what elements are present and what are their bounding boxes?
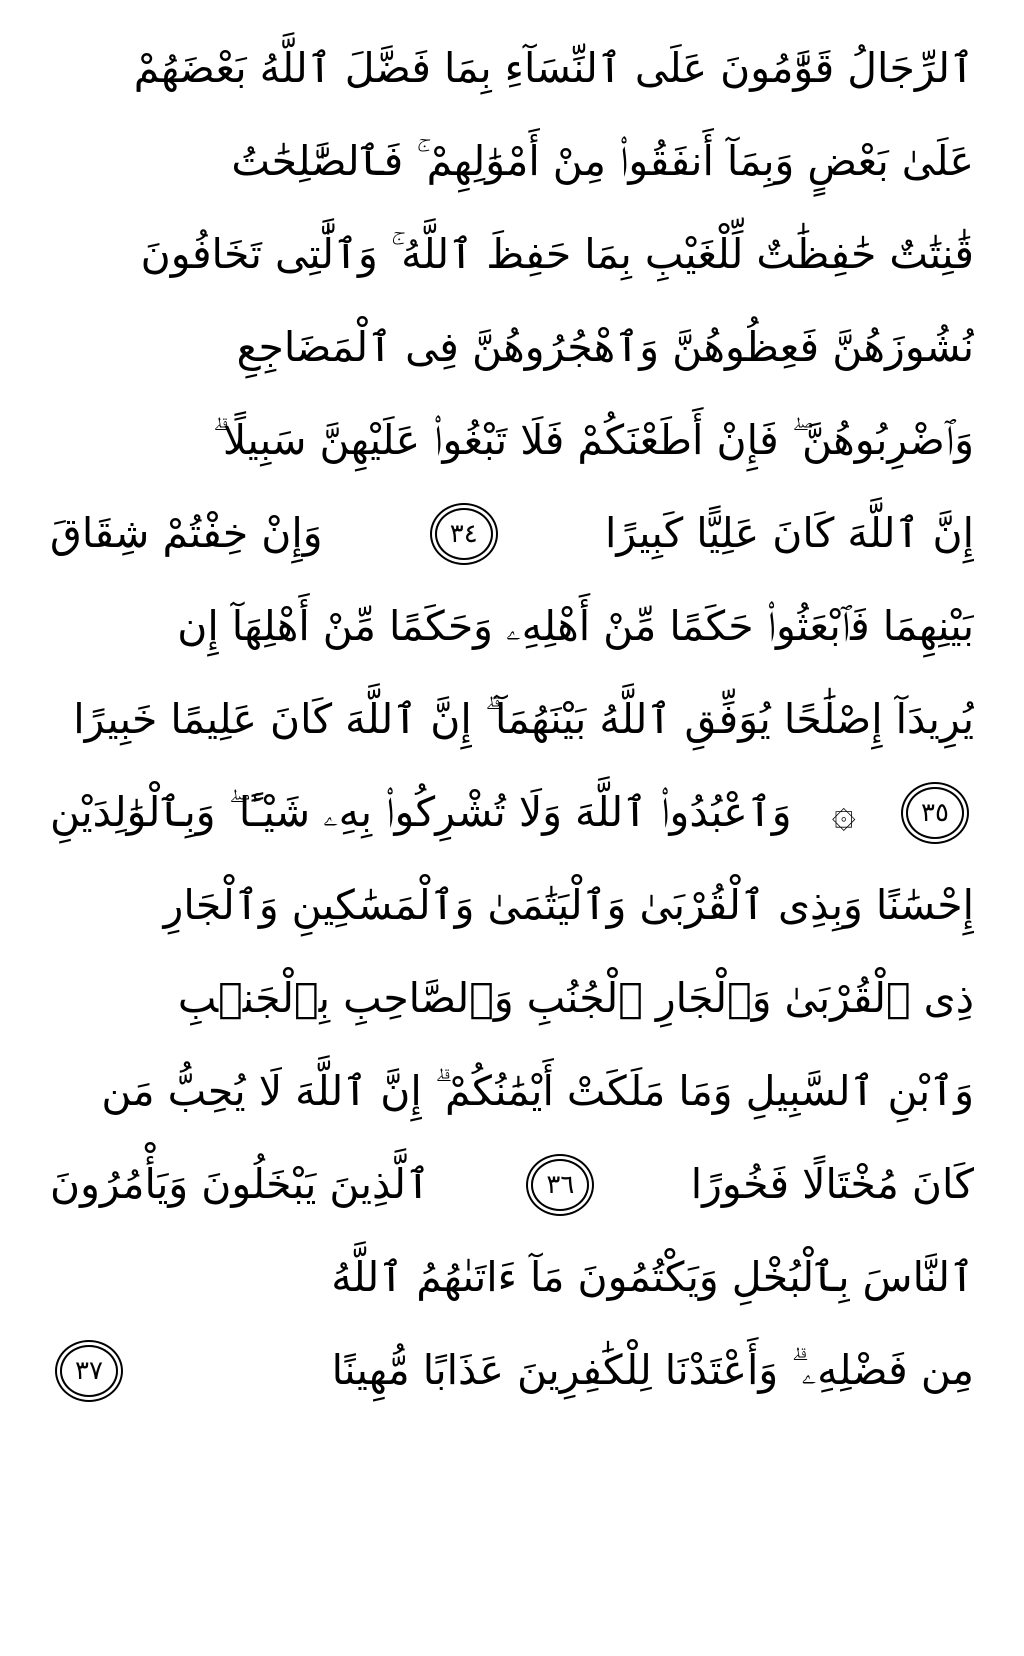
text-line-15 bbox=[50, 1324, 974, 1417]
line-text-before: كَانَ مُخْتَالًا فَخُورًا bbox=[690, 1160, 974, 1208]
line-text-after: وَإِنْ خِفْتُمْ شِقَاقَ bbox=[50, 509, 323, 557]
text-line-4 bbox=[50, 301, 974, 394]
ayah-end-marker-34: ٣٤ bbox=[435, 508, 493, 560]
line-text: نُشُوزَهُنَّ فَعِظُوهُنَّ وَٱهْجُرُوهُنَّ فِى ٱلْمَضَاجِعِ bbox=[236, 323, 974, 371]
text-line-7 bbox=[50, 580, 974, 673]
text-line-10 bbox=[50, 859, 974, 952]
line-text: وَٱضْرِبُوهُنَّ ۖ فَإِنْ أَطَعْنَكُمْ فَلَا تَبْغُوا۟ عَلَيْهِنَّ سَبِيلًا ۗ bbox=[212, 416, 974, 464]
line-text: وَٱبْنِ ٱلسَّبِيلِ وَمَا مَلَكَتْ أَيْمَٰنُكُمْ ۗ إِنَّ ٱللَّهَ لَا يُحِبُّ مَن bbox=[101, 1067, 974, 1115]
text-line-14 bbox=[50, 1231, 974, 1324]
hizb-quarter-mark-icon: ۞ bbox=[831, 788, 856, 836]
text-line-3 bbox=[50, 208, 974, 301]
line-text: إِحْسَٰنًا وَبِذِى ٱلْقُرْبَىٰ وَٱلْيَتَٰمَىٰ وَٱلْمَسَٰكِينِ وَٱلْجَارِ bbox=[163, 881, 974, 929]
line-text: عَلَىٰ بَعْضٍ وَبِمَآ أَنفَقُوا۟ مِنْ أَمْوَٰلِهِمْ ۚ فَٱلصَّٰلِحَٰتُ bbox=[231, 137, 974, 185]
text-line-8 bbox=[50, 673, 974, 766]
line-text: ٱلرِّجَالُ قَوَّٰمُونَ عَلَى ٱلنِّسَآءِ بِمَا فَضَّلَ ٱللَّهُ بَعْضَهُمْ bbox=[133, 44, 974, 92]
line-text-before: مِن فَضْلِهِۦ ۗ وَأَعْتَدْنَا لِلْكَٰفِرِينَ عَذَابًا مُّهِينًا bbox=[331, 1346, 974, 1394]
line-text: ٱلنَّاسَ بِٱلْبُخْلِ وَيَكْتُمُونَ مَآ ءَاتَىٰهُمُ ٱللَّهُ bbox=[331, 1253, 974, 1301]
text-line-2 bbox=[50, 115, 974, 208]
line-text: بَيْنِهِمَا فَٱبْعَثُوا۟ حَكَمًا مِّنْ أَهْلِهِۦ وَحَكَمًا مِّنْ أَهْلِهَآ إِن bbox=[177, 602, 974, 650]
text-line-6 bbox=[50, 487, 974, 580]
text-line-11 bbox=[50, 952, 974, 1045]
line-text-before: إِنَّ ٱللَّهَ كَانَ عَلِيًّا كَبِيرًا bbox=[605, 509, 974, 557]
text-line-9 bbox=[50, 766, 974, 859]
text-line-13 bbox=[50, 1138, 974, 1231]
line-text: ذِى ٱلْقُرْبَىٰ وَٱلْجَارِ ٱلْجُنُبِ وَٱلصَّاحِبِ بِٱلْجَنۢبِ bbox=[177, 974, 974, 1022]
ayah-end-marker-35: ٣٥ bbox=[906, 787, 964, 839]
text-line-1 bbox=[50, 22, 974, 115]
line-text-after: ٱلَّذِينَ يَبْخَلُونَ وَيَأْمُرُونَ bbox=[50, 1160, 431, 1208]
ayah-end-marker-37: ٣٧ bbox=[60, 1345, 118, 1397]
text-line-12 bbox=[50, 1045, 974, 1138]
line-text-after: وَٱعْبُدُوا۟ ٱللَّهَ وَلَا تُشْرِكُوا۟ بِهِۦ شَيْـًٔا ۖ وَبِٱلْوَٰلِدَيْنِ bbox=[50, 788, 792, 836]
ayah-end-marker-36: ٣٦ bbox=[531, 1159, 589, 1211]
text-line-5 bbox=[50, 394, 974, 487]
line-text: يُرِيدَآ إِصْلَٰحًا يُوَفِّقِ ٱللَّهُ بَيْنَهُمَآ ۗ إِنَّ ٱللَّهَ كَانَ عَلِيمًا خَبِيرًا bbox=[73, 695, 974, 743]
line-text: قَٰنِتَٰتٌ حَٰفِظَٰتٌ لِّلْغَيْبِ بِمَا حَفِظَ ٱللَّهُ ۚ وَٱلَّٰتِى تَخَافُونَ bbox=[140, 230, 974, 278]
